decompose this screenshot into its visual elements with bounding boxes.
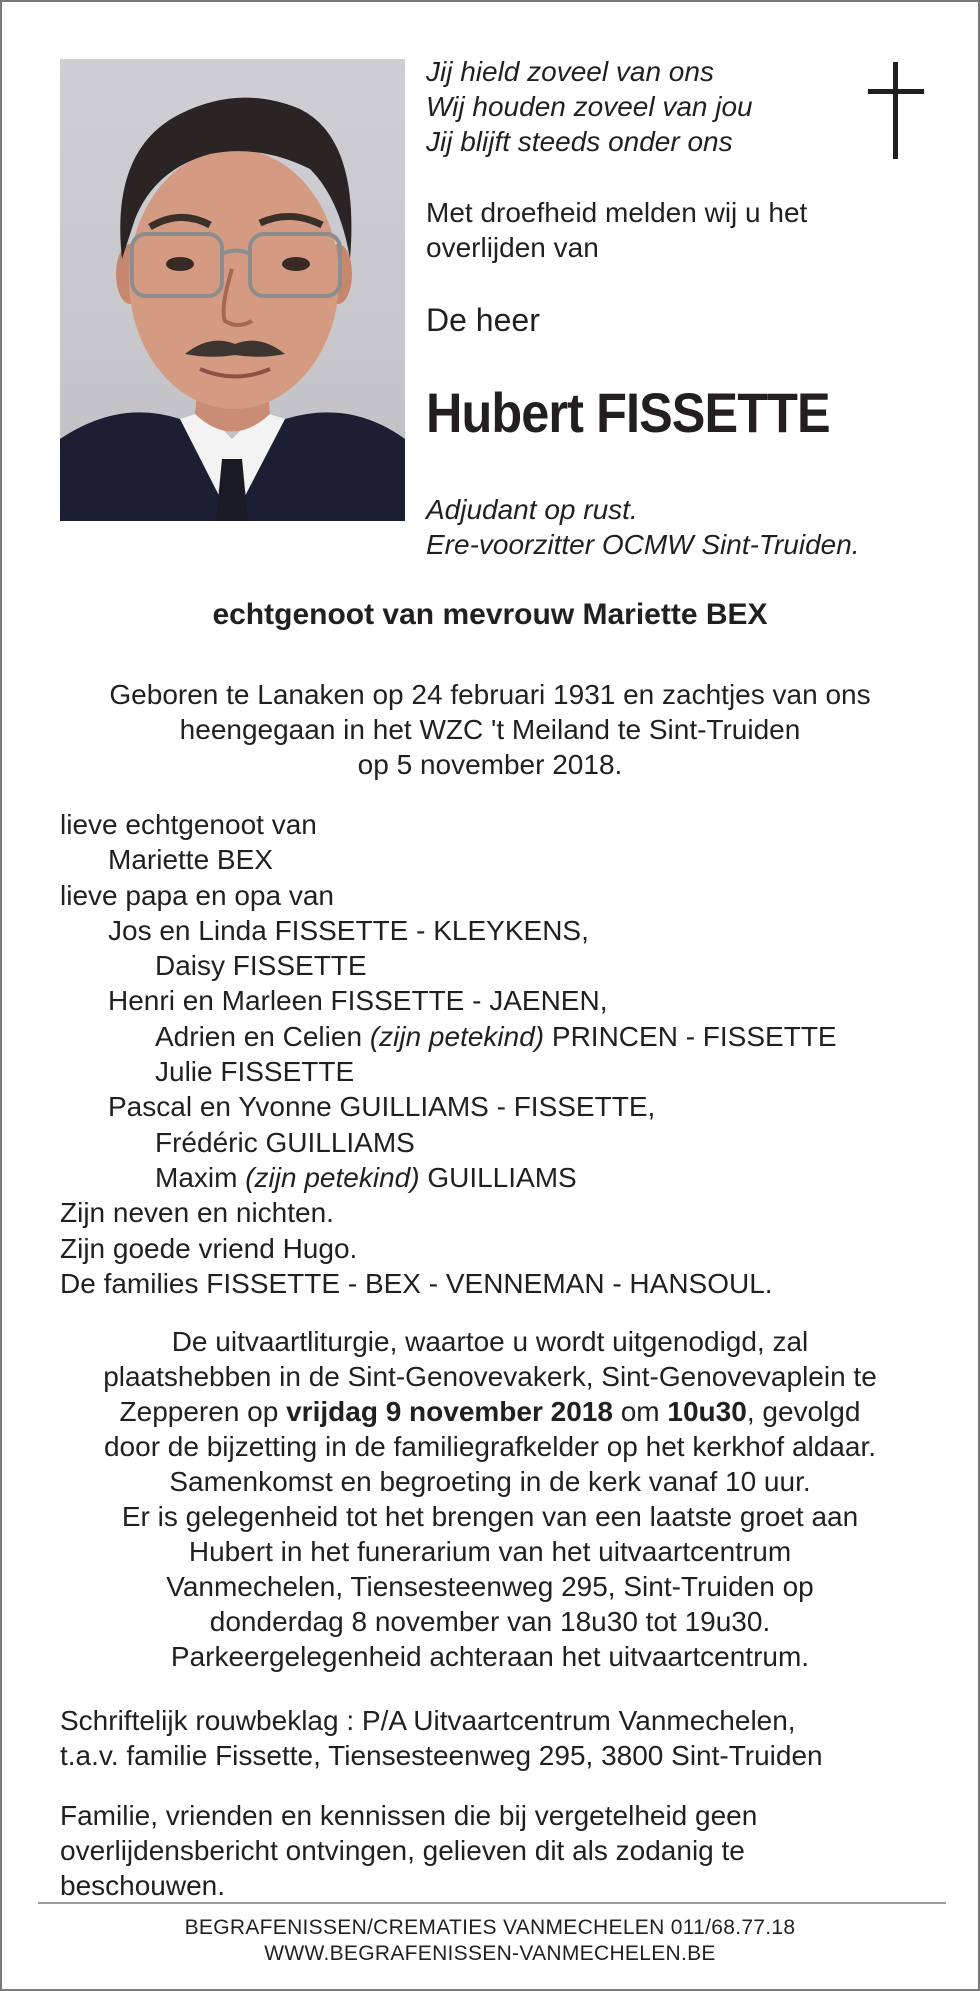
funeral-line: Er is gelegenheid tot het brengen van een laatste groet aan	[121, 1501, 859, 1532]
funeral-date: vrijdag 9 november 2018	[286, 1396, 613, 1427]
funeral-text: Zepperen op	[119, 1396, 287, 1427]
divider	[38, 1902, 946, 1904]
poem-line: Wij houden zoveel van jou	[426, 91, 753, 122]
notice-line: Familie, vrienden en kennissen die bij vergetelheid geen	[60, 1800, 758, 1831]
announcement-intro	[426, 195, 807, 265]
functions	[426, 492, 860, 562]
poem-line: Jij hield zoveel van ons	[426, 56, 714, 87]
family-line: Jos en Linda FISSETTE - KLEYKENS,	[108, 914, 589, 946]
notice	[60, 1798, 757, 1903]
family-text: Adrien en Celien	[155, 1020, 370, 1052]
poem	[426, 54, 753, 159]
funeral-time: 10u30	[667, 1396, 747, 1427]
family-text: GUILLIAMS	[419, 1161, 577, 1193]
funeral-line: Vanmechelen, Tiensesteenweg 295, Sint-Truiden op	[166, 1571, 814, 1602]
family-line: Julie FISSETTE	[155, 1056, 355, 1088]
family-line: Zijn neven en nichten.	[60, 1197, 334, 1229]
condolence-line: t.a.v. familie Fissette, Tiensesteenweg 295, 3800 Sint-Truiden	[60, 1740, 823, 1771]
godchild-note: (zijn petekind)	[369, 1020, 545, 1052]
family-list	[60, 807, 837, 1301]
family-line: Frédéric GUILLIAMS	[155, 1126, 415, 1158]
born-line: op 5 november 2018.	[357, 749, 623, 780]
family-line: lieve echtgenoot van	[60, 809, 317, 840]
poem-line: Jij blijft steeds onder ons	[426, 126, 733, 157]
honorific: De heer	[426, 302, 540, 338]
born-line: Geboren te Lanaken op 24 februari 1931 en zachtjes van ons	[109, 679, 871, 710]
condolence-address	[60, 1703, 823, 1773]
family-line	[60, 1019, 837, 1054]
family-line: De families FISSETTE - BEX - VENNEMAN - HANSOUL.	[60, 1267, 773, 1299]
funeral-text: , gevolgd	[746, 1396, 861, 1427]
funeral-home-website: WWW.BEGRAFENISSEN-VANMECHELEN.BE	[264, 1942, 716, 1965]
funeral-line: De uitvaartliturgie, waartoe u wordt uitgenodigd, zal	[171, 1326, 809, 1357]
funeral-line: Hubert in het funerarium van het uitvaartcentrum	[188, 1536, 792, 1567]
family-line	[60, 1160, 837, 1195]
funeral-text: om	[612, 1396, 668, 1427]
intro-line: overlijden van	[426, 232, 599, 263]
intro-line: Met droefheid melden wij u het	[426, 197, 808, 228]
family-line: Daisy FISSETTE	[155, 950, 367, 982]
family-text: Maxim	[155, 1161, 246, 1193]
funeral-line: plaatshebben in de Sint-Genovevakerk, Sint-Genovevaplein te	[103, 1361, 877, 1392]
condolence-line: Schriftelijk rouwbeklag : P/A Uitvaartcentrum Vanmechelen,	[60, 1705, 796, 1736]
spouse-line: echtgenoot van mevrouw Mariette BEX	[212, 598, 768, 631]
family-line: Zijn goede vriend Hugo.	[60, 1232, 358, 1264]
portrait-photo	[60, 59, 405, 521]
funeral-home-contact: BEGRAFENISSEN/CREMATIES VANMECHELEN 011/68.77.18	[184, 1916, 796, 1939]
function-line: Adjudant op rust.	[426, 494, 638, 525]
family-line: Pascal en Yvonne GUILLIAMS - FISSETTE,	[108, 1091, 656, 1123]
function-line: Ere-voorzitter OCMW Sint-Truiden.	[426, 529, 860, 560]
funeral-info	[2, 1324, 978, 1674]
footer	[2, 1915, 978, 1967]
family-line: lieve papa en opa van	[60, 879, 334, 911]
funeral-line: Parkeergelegenheid achteraan het uitvaartcentrum.	[170, 1641, 810, 1672]
family-text: PRINCEN - FISSETTE	[544, 1020, 837, 1052]
funeral-line: Samenkomst en begroeting in de kerk vanaf 10 uur.	[169, 1466, 811, 1497]
notice-line: beschouwen.	[60, 1870, 226, 1901]
family-line: Mariette BEX	[108, 844, 273, 876]
birth-death-info	[2, 677, 978, 782]
godchild-note: (zijn petekind)	[245, 1161, 420, 1193]
notice-line: overlijdensbericht ontvingen, gelieven dit als zodanig te	[60, 1835, 745, 1866]
funeral-line: donderdag 8 november van 18u30 tot 19u30.	[209, 1606, 771, 1637]
born-line: heengegaan in het WZC 't Meiland te Sint-Truiden	[179, 714, 801, 745]
cross-icon	[866, 62, 926, 162]
funeral-line	[2, 1394, 978, 1429]
family-line: Henri en Marleen FISSETTE - JAENEN,	[108, 985, 608, 1017]
funeral-line: door de bijzetting in de familiegrafkelder op het kerkhof aldaar.	[103, 1431, 877, 1462]
deceased-name: Hubert FISSETTE	[426, 381, 830, 444]
